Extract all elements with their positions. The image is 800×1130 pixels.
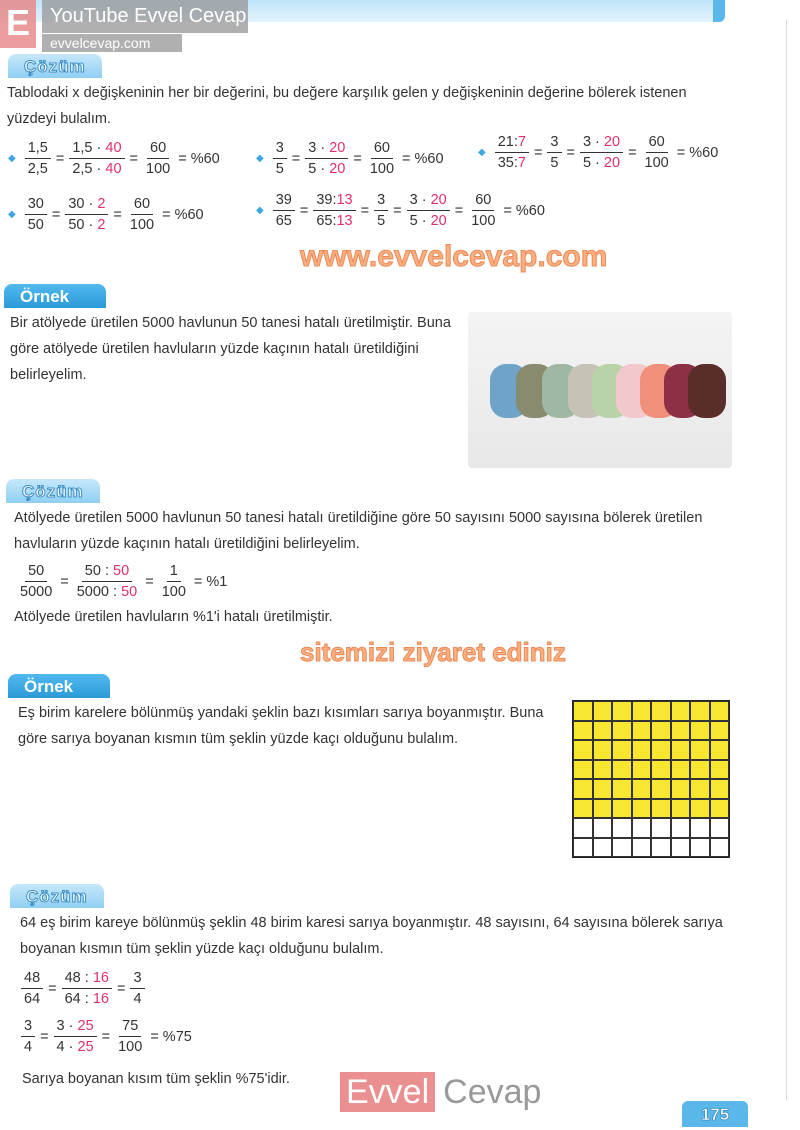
numerator: 3 [547,134,561,153]
denominator: 65 [275,213,292,229]
fraction [130,970,144,1007]
grid-cell [612,721,632,741]
denominator: 5 [377,213,386,229]
numerator: 3 · 20 [407,192,450,211]
denominator: 100 [118,1039,143,1055]
example-tag: Örnek [4,284,106,308]
factor: 25 [77,1039,94,1055]
numerator: 30 · 2 [65,196,108,215]
grid-cell [690,701,710,721]
grid-cell [632,799,652,819]
numerator: 1,5 · 40 [69,140,124,159]
grid-cell [573,799,593,819]
denominator: 5 · 20 [409,213,447,229]
grid-cell [632,779,652,799]
grid-cell [593,799,613,819]
grid-cell [671,779,691,799]
fraction [367,140,397,177]
factor: 50 [121,584,138,600]
grid-cell [690,721,710,741]
numerator: 60 [131,196,153,215]
grid-cell [573,760,593,780]
factor: 16 [92,991,109,1007]
grid-cell [573,818,593,838]
fraction [25,140,51,177]
grid-cell [651,740,671,760]
numerator: 48 [21,970,43,989]
equation [8,196,206,233]
denominator: 35:7 [497,155,526,171]
numerator: 60 [646,134,668,153]
grid-cell [651,779,671,799]
denominator: 100 [129,217,155,233]
factor: 40 [105,161,122,177]
page-number: 175 [682,1101,748,1127]
denominator: 65:13 [316,213,353,229]
denominator: 50 [27,217,44,233]
factor: 2 [97,217,106,233]
bullet-icon: ◆ [256,205,264,216]
equation [18,1018,194,1055]
grid-cell [593,779,613,799]
grid-cell [690,799,710,819]
numerator: 30 [25,196,47,215]
denominator: 50 · 2 [68,217,106,233]
factor: 20 [329,161,346,177]
factor: 20 [329,140,346,156]
denominator: 2,5 [27,161,48,177]
grid-cell [651,799,671,819]
grid-cell [573,779,593,799]
fraction [273,140,287,177]
operator: = [51,206,61,223]
unit-square-grid [572,700,730,858]
grid-cell [593,818,613,838]
numerator: 50 : 50 [82,563,132,582]
factor: 25 [77,1018,94,1034]
operator: = [454,202,464,219]
operator: = [353,150,362,167]
solution-text: Tablodaki x değişkeninin her bir değerini, bu değere karşılık gelen y değişkeninin değerine bölerek istenen yüzdeyi bulalım. [7,85,687,127]
fraction [69,140,124,177]
grid-cell [632,701,652,721]
numerator: 3 · 20 [580,134,623,153]
grid-cell [710,721,730,741]
example-tag: Örnek [8,674,110,698]
grid-cell [612,740,632,760]
denominator: 5 [550,155,559,171]
equation [8,140,222,177]
numerator: 39 [273,192,295,211]
factor: 20 [430,213,447,229]
operator: = %75 [150,1028,192,1045]
watermark-visit: sitemizi ziyaret ediniz [300,637,566,667]
denominator: 4 [133,991,142,1007]
fraction [21,970,43,1007]
fraction [115,1018,145,1055]
grid-cell [573,838,593,858]
grid-cell [710,740,730,760]
fraction [313,192,355,229]
factor: 20 [603,134,621,150]
numerator: 3 [273,140,287,159]
conclusion-text: Sarıya boyanan kısım tüm şeklin %75'idir. [22,1071,290,1087]
fraction [21,1018,35,1055]
grid-cell [690,760,710,780]
equation [14,563,229,600]
denominator: 4 · 25 [56,1039,94,1055]
solution-tag: Çözüm [10,884,104,908]
factor: 13 [336,213,353,229]
grid-cell [593,760,613,780]
fraction [159,563,189,600]
denominator: 5000 : 50 [76,584,138,600]
operator: = [129,150,138,167]
numerator: 1,5 [25,140,51,159]
operator: = [299,202,309,219]
grid-cell [671,838,691,858]
solution-tag: Çözüm [6,479,100,503]
numerator: 3 · 25 [54,1018,97,1037]
operator: = [55,150,65,167]
factor: 7 [517,155,526,171]
grid-cell [593,838,613,858]
fraction [74,563,140,600]
operator: = %60 [162,206,204,223]
operator: = [113,206,122,223]
operator: = [566,144,575,161]
operator: = [116,980,126,997]
equation [256,192,547,229]
solution-tag: Çözüm [8,54,102,78]
equation [256,140,446,177]
grid-cell [710,701,730,721]
operator: = [360,202,370,219]
towels-photo [468,312,732,468]
grid-cell [710,760,730,780]
denominator: 5000 [20,584,53,600]
operator: = [60,573,69,590]
operator: = %1 [193,573,228,590]
watermark-url: www.evvelcevap.com [300,240,608,273]
fraction [65,196,108,233]
fraction [642,134,672,171]
grid-cell [612,760,632,780]
grid-cell [632,740,652,760]
denominator: 5 · 20 [582,155,621,171]
operator: = %60 [178,150,220,167]
solution-text: Atölyede üretilen 5000 havlunun 50 tanesi hatalı üretildiğine göre 50 sayısını 5000 sayısına bölerek üretilen havluların yüzde kaçının hatalı üretildiğini belirleyelim. [14,510,703,552]
grid-cell [573,740,593,760]
numerator: 3 [130,970,144,989]
denominator: 100 [161,584,186,600]
grid-cell [632,760,652,780]
factor: 7 [517,134,526,150]
site-url: evvelcevap.com [42,34,182,52]
operator: = [628,144,637,161]
fraction [62,970,112,1007]
grid-cell [671,740,691,760]
operator: = %60 [402,150,444,167]
grid-cell [690,838,710,858]
fraction [54,1018,97,1055]
grid-cell [612,799,632,819]
numerator: 3 [374,192,388,211]
denominator: 100 [644,155,669,171]
grid-cell [612,818,632,838]
logo-e-icon: E [0,0,36,48]
grid-cell [573,701,593,721]
denominator: 64 : 16 [64,991,109,1007]
page-edge [786,20,787,1100]
numerator: 39:13 [313,192,355,211]
logo-evvel: Evvel [340,1072,435,1112]
denominator: 64 [24,991,41,1007]
factor: 50 [113,563,130,579]
bullet-icon: ◆ [256,153,264,164]
equation [478,134,720,171]
grid-cell [651,721,671,741]
grid-cell [632,818,652,838]
numerator: 50 [25,563,47,582]
fraction [127,196,157,233]
grid-cell [651,818,671,838]
bullet-icon: ◆ [478,147,486,158]
numerator: 3 [21,1018,35,1037]
factor: 40 [105,140,122,156]
operator: = [393,202,402,219]
denominator: 5 [275,161,284,177]
factor: 13 [336,192,353,208]
operator: = [145,573,154,590]
grid-cell [632,838,652,858]
grid-cell [612,838,632,858]
fraction [547,134,561,171]
grid-cell [671,818,691,838]
grid-cell [710,838,730,858]
numerator: 1 [167,563,181,582]
conclusion-text: Atölyede üretilen havluların %1'i hatalı üretilmiştir. [14,609,333,625]
operator: = [48,980,57,997]
grid-cell [593,721,613,741]
fraction [580,134,623,171]
factor: 20 [430,192,447,208]
fraction [25,196,47,233]
numerator: 3 · 20 [305,140,348,159]
denominator: 2,5 · 40 [72,161,122,177]
fraction [495,134,529,171]
numerator: 60 [371,140,393,159]
fraction [305,140,348,177]
numerator: 60 [147,140,169,159]
grid-cell [593,740,613,760]
denominator: 100 [369,161,395,177]
numerator: 21:7 [495,134,529,153]
denominator: 100 [471,213,496,229]
factor: 20 [603,155,621,171]
bullet-icon: ◆ [8,153,16,164]
grid-cell [710,799,730,819]
fraction [407,192,450,229]
grid-cell [612,779,632,799]
numerator: 75 [119,1018,141,1037]
grid-cell [690,779,710,799]
factor: 16 [92,970,109,986]
fraction [143,140,173,177]
operator: = [40,1028,49,1045]
operator: = [533,144,543,161]
grid-cell [651,838,671,858]
grid-cell [593,701,613,721]
operator: = [291,150,301,167]
denominator: 100 [146,161,171,177]
grid-cell [671,701,691,721]
grid-cell [710,779,730,799]
grid-cell [710,818,730,838]
logo-cevap: Cevap [443,1072,542,1111]
example-text: Bir atölyede üretilen 5000 havlunun 50 tanesi hatalı üretilmiştir. Buna göre atölyede üretilen havluların yüzde kaçının hatalı üretildiğini belirleyelim. [10,315,451,383]
grid-cell [671,760,691,780]
grid-cell [651,701,671,721]
grid-cell [690,740,710,760]
equation [18,970,148,1007]
channel-name: YouTube Evvel Cevap [42,0,248,33]
denominator: 4 [24,1039,33,1055]
grid-cell [651,760,671,780]
operator: = %60 [503,202,545,219]
grid-cell [573,721,593,741]
bullet-icon: ◆ [8,209,16,220]
fraction [374,192,388,229]
operator: = [101,1028,111,1045]
numerator: 60 [472,192,494,211]
grid-cell [690,818,710,838]
operator: = %60 [676,144,719,161]
numerator: 48 : 16 [62,970,112,989]
grid-cell [612,701,632,721]
grid-cell [671,721,691,741]
denominator: 5 · 20 [308,161,346,177]
example-text: Eş birim karelere bölünmüş yandaki şeklin bazı kısımları sarıya boyanmıştır. Buna göre sarıya boyanan kısmın tüm şeklin yüzde kaçı olduğunu bulalım. [18,705,544,747]
grid-cell [671,799,691,819]
evvel-cevap-logo [340,1072,541,1112]
grid-cell [632,721,652,741]
fraction [273,192,295,229]
factor: 2 [97,196,106,212]
fraction [468,192,498,229]
fraction [17,563,55,600]
solution-text: 64 eş birim kareye bölünmüş şeklin 48 birim karesi sarıya boyanmıştır. 48 sayısını, 64 sayısına bölerek sarıya boyanan kısmın tüm şeklin yüzde kaçı olduğunu bulalım. [20,915,723,957]
